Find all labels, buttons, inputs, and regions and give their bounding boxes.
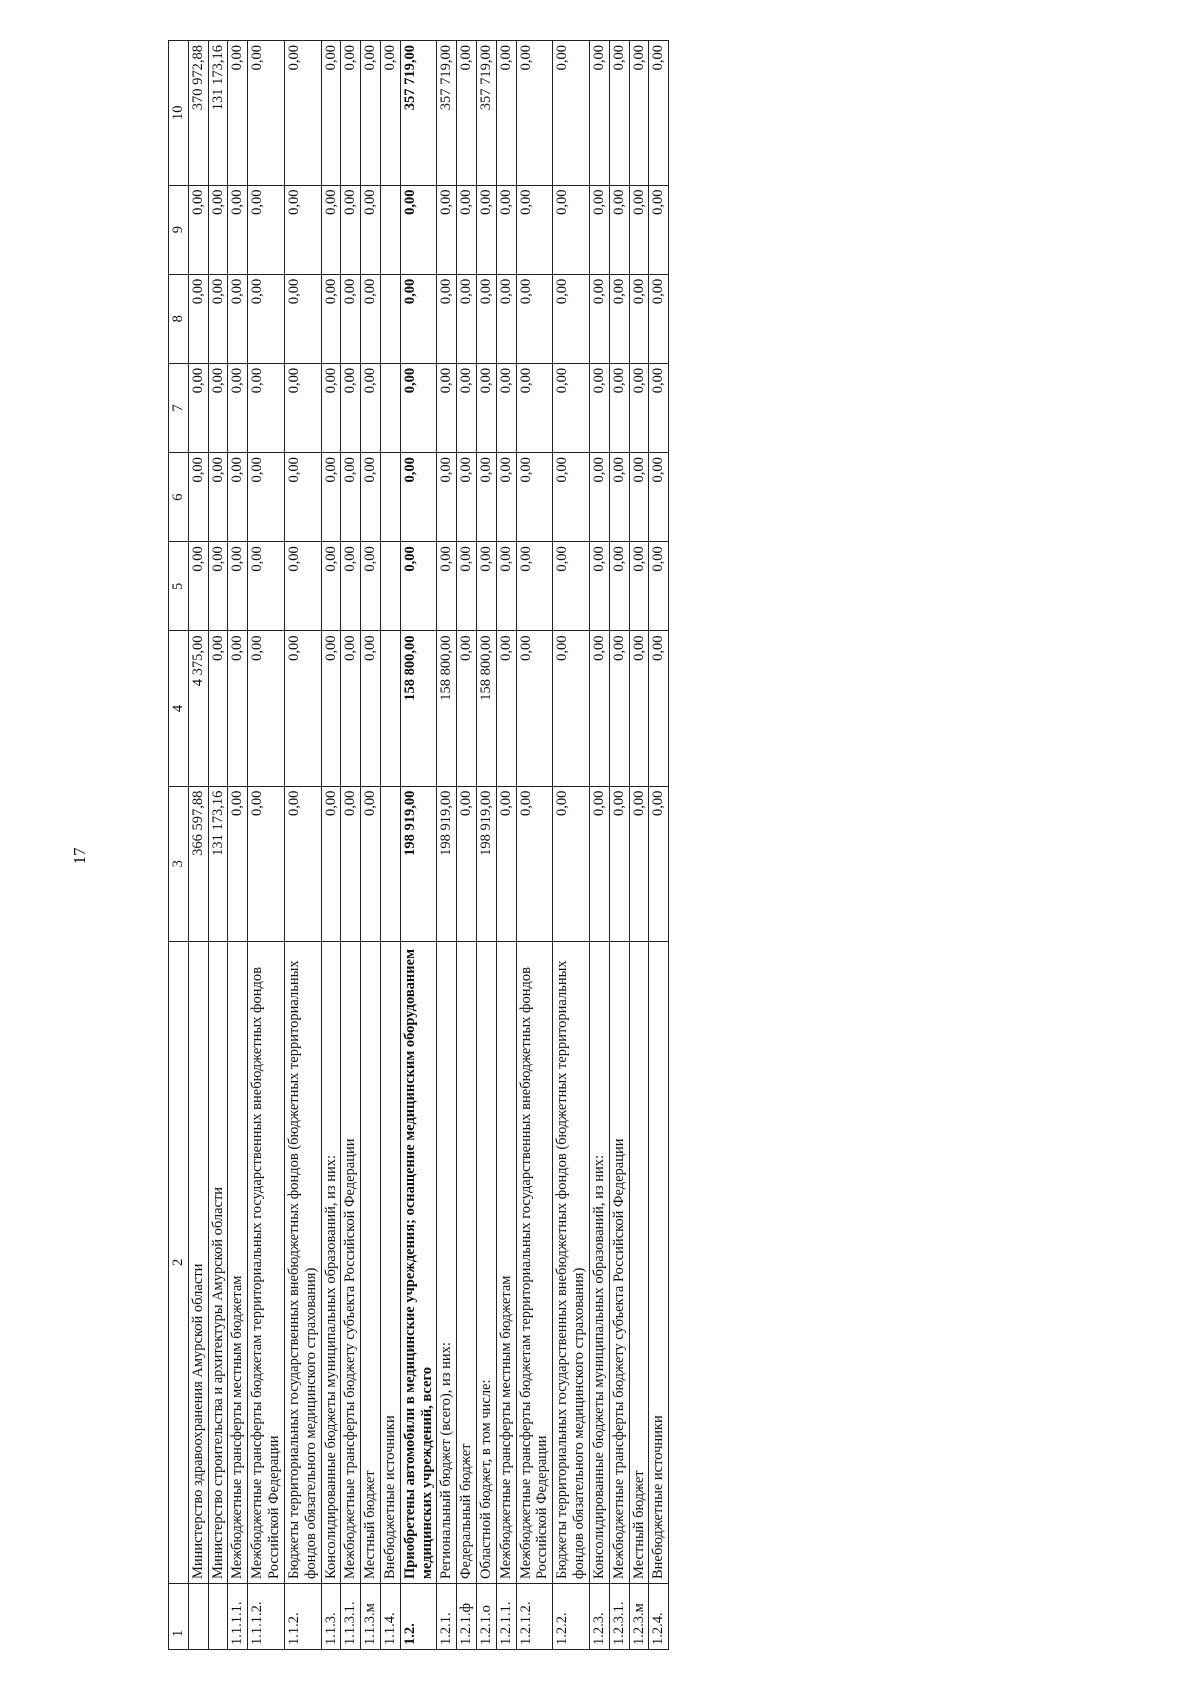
value-cell: 0,00 [248,41,285,186]
value-cell: 0,00 [208,542,228,631]
value-cell: 370 972,88 [188,41,208,186]
value-cell [380,185,400,274]
table-row [361,41,381,1650]
value-cell: 0,00 [208,363,228,452]
value-cell: 0,00 [341,453,361,542]
table-row [589,41,609,1650]
value-cell: 0,00 [437,185,457,274]
value-cell: 0,00 [380,41,400,186]
value-cell: 0,00 [228,185,248,274]
value-cell: 0,00 [589,453,609,542]
value-cell: 0,00 [321,453,341,542]
row-code: 1.1.3.м [361,1584,381,1650]
value-cell: 0,00 [609,786,629,941]
value-cell: 0,00 [361,274,381,363]
value-cell [380,453,400,542]
value-cell: 0,00 [228,363,248,452]
value-cell: 0,00 [553,786,590,941]
value-cell: 0,00 [649,274,669,363]
value-cell: 0,00 [589,631,609,786]
value-cell: 0,00 [477,542,497,631]
value-cell: 0,00 [553,631,590,786]
value-cell: 0,00 [341,363,361,452]
value-cell: 0,00 [629,453,649,542]
value-cell: 0,00 [629,363,649,452]
row-code: 1.1.1.1. [228,1584,248,1650]
value-cell: 0,00 [188,542,208,631]
value-cell: 0,00 [188,185,208,274]
value-cell: 0,00 [609,185,629,274]
value-cell: 131 173,16 [208,786,228,941]
value-cell: 0,00 [609,542,629,631]
row-name: Межбюджетные трансферты бюджетам территориальных государственных внебюджетных фондов Российской Федерации [248,941,285,1583]
row-name: Межбюджетные трансферты местным бюджетам [228,941,248,1583]
row-code: 1.2.1.ф [457,1584,477,1650]
value-cell: 0,00 [361,631,381,786]
value-cell: 0,00 [457,274,477,363]
value-cell: 0,00 [457,41,477,186]
value-cell: 0,00 [341,631,361,786]
value-cell [380,274,400,363]
value-cell: 0,00 [609,631,629,786]
value-cell: 0,00 [553,363,590,452]
page-number: 17 [70,847,89,865]
table-row [516,41,553,1650]
row-code: 1.2.1.о [477,1584,497,1650]
row-name: Министерство здравоохранения Амурской области [188,941,208,1583]
row-code: 1.2.4. [649,1584,669,1650]
value-cell: 0,00 [649,542,669,631]
value-cell: 0,00 [248,363,285,452]
row-name: Внебюджетные источники [380,941,400,1583]
value-cell: 0,00 [248,542,285,631]
value-cell: 0,00 [589,786,609,941]
value-cell: 0,00 [284,542,321,631]
value-cell: 0,00 [284,185,321,274]
col-header: 6 [169,453,189,542]
value-cell: 0,00 [284,631,321,786]
value-cell: 0,00 [457,631,477,786]
value-cell: 0,00 [341,542,361,631]
value-cell: 0,00 [553,453,590,542]
row-name: Приобретены автомобили в медицинские учреждения; оснащение медицинским оборудованием медицинских учреждений, всего [400,941,437,1583]
value-cell: 0,00 [649,363,669,452]
value-cell: 0,00 [400,274,437,363]
value-cell: 0,00 [228,542,248,631]
value-cell: 0,00 [553,274,590,363]
value-cell: 4 375,00 [188,631,208,786]
row-name: Межбюджетные трансферты бюджету субъекта Российской Федерации [609,941,629,1583]
value-cell: 0,00 [341,41,361,186]
value-cell: 0,00 [228,274,248,363]
row-name: Консолидированные бюджеты муниципальных образований, из них: [321,941,341,1583]
value-cell: 158 800,00 [477,631,497,786]
header-row [169,41,189,1650]
value-cell: 0,00 [516,453,553,542]
value-cell: 0,00 [248,786,285,941]
value-cell: 0,00 [248,453,285,542]
row-name: Региональный бюджет (всего), из них: [437,941,457,1583]
value-cell: 0,00 [589,363,609,452]
value-cell: 0,00 [629,786,649,941]
value-cell: 357 719,00 [437,41,457,186]
col-header: 8 [169,274,189,363]
value-cell: 0,00 [589,274,609,363]
value-cell: 0,00 [341,274,361,363]
table-row [321,41,341,1650]
value-cell: 0,00 [609,453,629,542]
value-cell: 0,00 [248,631,285,786]
value-cell: 0,00 [361,363,381,452]
value-cell: 0,00 [284,41,321,186]
col-header: 1 [169,1584,189,1650]
table-row [477,41,497,1650]
value-cell: 0,00 [609,41,629,186]
row-code: 1.2.1.1. [496,1584,516,1650]
col-header: 4 [169,631,189,786]
row-name: Межбюджетные трансферты местным бюджетам [496,941,516,1583]
table-row [649,41,669,1650]
row-code: 1.1.4. [380,1584,400,1650]
value-cell: 0,00 [321,185,341,274]
row-code: 1.2.1. [437,1584,457,1650]
value-cell: 0,00 [477,274,497,363]
value-cell: 0,00 [457,363,477,452]
row-code: 1.2.2. [553,1584,590,1650]
value-cell: 0,00 [496,631,516,786]
value-cell: 0,00 [321,631,341,786]
table-row [341,41,361,1650]
value-cell: 0,00 [284,363,321,452]
value-cell: 0,00 [496,453,516,542]
row-name: Министерство строительства и архитектуры Амурской области [208,941,228,1583]
value-cell: 0,00 [228,786,248,941]
value-cell: 0,00 [477,453,497,542]
table-row [609,41,629,1650]
value-cell: 0,00 [457,786,477,941]
value-cell: 0,00 [208,631,228,786]
value-cell: 0,00 [457,185,477,274]
row-name: Местный бюджет [361,941,381,1583]
rotated-table-container [168,40,964,1650]
value-cell: 357 719,00 [477,41,497,186]
table-row [188,41,208,1650]
table-row [208,41,228,1650]
value-cell: 0,00 [361,453,381,542]
row-code: 1.1.3. [321,1584,341,1650]
value-cell: 0,00 [321,542,341,631]
table-row [400,41,437,1650]
value-cell: 0,00 [516,41,553,186]
value-cell: 0,00 [457,453,477,542]
col-header: 5 [169,542,189,631]
table-row [380,41,400,1650]
row-code: 1.2.3.1. [609,1584,629,1650]
row-name: Межбюджетные трансферты бюджету субъекта Российской Федерации [341,941,361,1583]
value-cell: 0,00 [228,453,248,542]
value-cell: 0,00 [321,363,341,452]
value-cell [380,542,400,631]
row-code [188,1584,208,1650]
value-cell: 0,00 [208,185,228,274]
value-cell: 0,00 [649,41,669,186]
value-cell [380,786,400,941]
value-cell: 0,00 [609,274,629,363]
value-cell: 0,00 [457,542,477,631]
value-cell: 0,00 [553,542,590,631]
row-code: 1.2.1.2. [516,1584,553,1650]
value-cell: 0,00 [516,363,553,452]
table-row [457,41,477,1650]
value-cell: 0,00 [437,453,457,542]
value-cell: 0,00 [400,453,437,542]
row-code: 1.2.3.м [629,1584,649,1650]
value-cell: 0,00 [248,274,285,363]
table-row [284,41,321,1650]
value-cell: 0,00 [341,786,361,941]
value-cell: 0,00 [321,41,341,186]
row-code: 1.2. [400,1584,437,1650]
value-cell: 0,00 [629,274,649,363]
value-cell: 0,00 [496,185,516,274]
value-cell: 0,00 [516,786,553,941]
row-code: 1.1.2. [284,1584,321,1650]
row-name: Федеральный бюджет [457,941,477,1583]
value-cell: 0,00 [496,274,516,363]
value-cell: 0,00 [496,542,516,631]
value-cell: 0,00 [477,185,497,274]
value-cell: 0,00 [188,274,208,363]
value-cell: 0,00 [400,542,437,631]
table-row [553,41,590,1650]
row-code: 1.1.1.2. [248,1584,285,1650]
value-cell: 0,00 [321,786,341,941]
value-cell: 0,00 [341,185,361,274]
value-cell: 0,00 [553,41,590,186]
row-name: Бюджеты территориальных государственных внебюджетных фондов (бюджетных территориальных фондов обязательного медицинского страхования) [284,941,321,1583]
row-name: Межбюджетные трансферты бюджетам территориальных государственных внебюджетных фондов Российской Федерации [516,941,553,1583]
value-cell: 131 173,16 [208,41,228,186]
row-code [208,1584,228,1650]
value-cell: 0,00 [496,41,516,186]
value-cell: 0,00 [188,453,208,542]
value-cell: 0,00 [609,363,629,452]
row-name: Областной бюджет, в том числе: [477,941,497,1583]
value-cell: 158 800,00 [437,631,457,786]
col-header: 7 [169,363,189,452]
value-cell: 0,00 [284,786,321,941]
value-cell: 0,00 [361,786,381,941]
value-cell: 0,00 [649,453,669,542]
table-row [629,41,649,1650]
value-cell: 0,00 [496,363,516,452]
row-name: Консолидированные бюджеты муниципальных образований, из них: [589,941,609,1583]
row-code: 1.2.3. [589,1584,609,1650]
value-cell: 0,00 [649,786,669,941]
value-cell: 0,00 [284,453,321,542]
value-cell: 357 719,00 [400,41,437,186]
value-cell: 0,00 [437,542,457,631]
value-cell: 0,00 [248,185,285,274]
value-cell: 0,00 [629,185,649,274]
table-body [169,41,669,1650]
value-cell: 0,00 [496,786,516,941]
budget-table [168,40,669,1650]
col-header: 10 [169,41,189,186]
value-cell: 0,00 [228,631,248,786]
value-cell: 0,00 [228,41,248,186]
value-cell: 0,00 [361,542,381,631]
value-cell: 0,00 [208,274,228,363]
value-cell: 0,00 [361,185,381,274]
table-row [248,41,285,1650]
value-cell: 0,00 [589,185,609,274]
row-name: Бюджеты территориальных государственных внебюджетных фондов (бюджетных территориальных фондов обязательного медицинского страхования) [553,941,590,1583]
value-cell: 0,00 [400,185,437,274]
value-cell: 0,00 [284,274,321,363]
value-cell: 0,00 [516,274,553,363]
table-row [437,41,457,1650]
value-cell: 198 919,00 [437,786,457,941]
value-cell: 0,00 [516,631,553,786]
value-cell: 0,00 [629,631,649,786]
value-cell: 0,00 [649,185,669,274]
value-cell: 0,00 [437,363,457,452]
value-cell: 0,00 [516,185,553,274]
value-cell: 0,00 [321,274,341,363]
row-name: Местный бюджет [629,941,649,1583]
value-cell: 0,00 [553,185,590,274]
row-name: Внебюджетные источники [649,941,669,1583]
value-cell: 0,00 [649,631,669,786]
value-cell: 0,00 [361,41,381,186]
table-row [228,41,248,1650]
value-cell: 0,00 [629,41,649,186]
value-cell: 0,00 [477,363,497,452]
value-cell: 0,00 [208,453,228,542]
table-row [496,41,516,1650]
value-cell [380,631,400,786]
value-cell: 366 597,88 [188,786,208,941]
value-cell: 0,00 [516,542,553,631]
value-cell: 0,00 [400,363,437,452]
value-cell: 198 919,00 [477,786,497,941]
row-code: 1.1.3.1. [341,1584,361,1650]
value-cell: 198 919,00 [400,786,437,941]
value-cell: 0,00 [589,542,609,631]
value-cell: 158 800,00 [400,631,437,786]
col-header: 2 [169,941,189,1583]
col-header: 9 [169,185,189,274]
value-cell: 0,00 [629,542,649,631]
col-header: 3 [169,786,189,941]
value-cell [380,363,400,452]
value-cell: 0,00 [437,274,457,363]
value-cell: 0,00 [188,363,208,452]
value-cell: 0,00 [589,41,609,186]
